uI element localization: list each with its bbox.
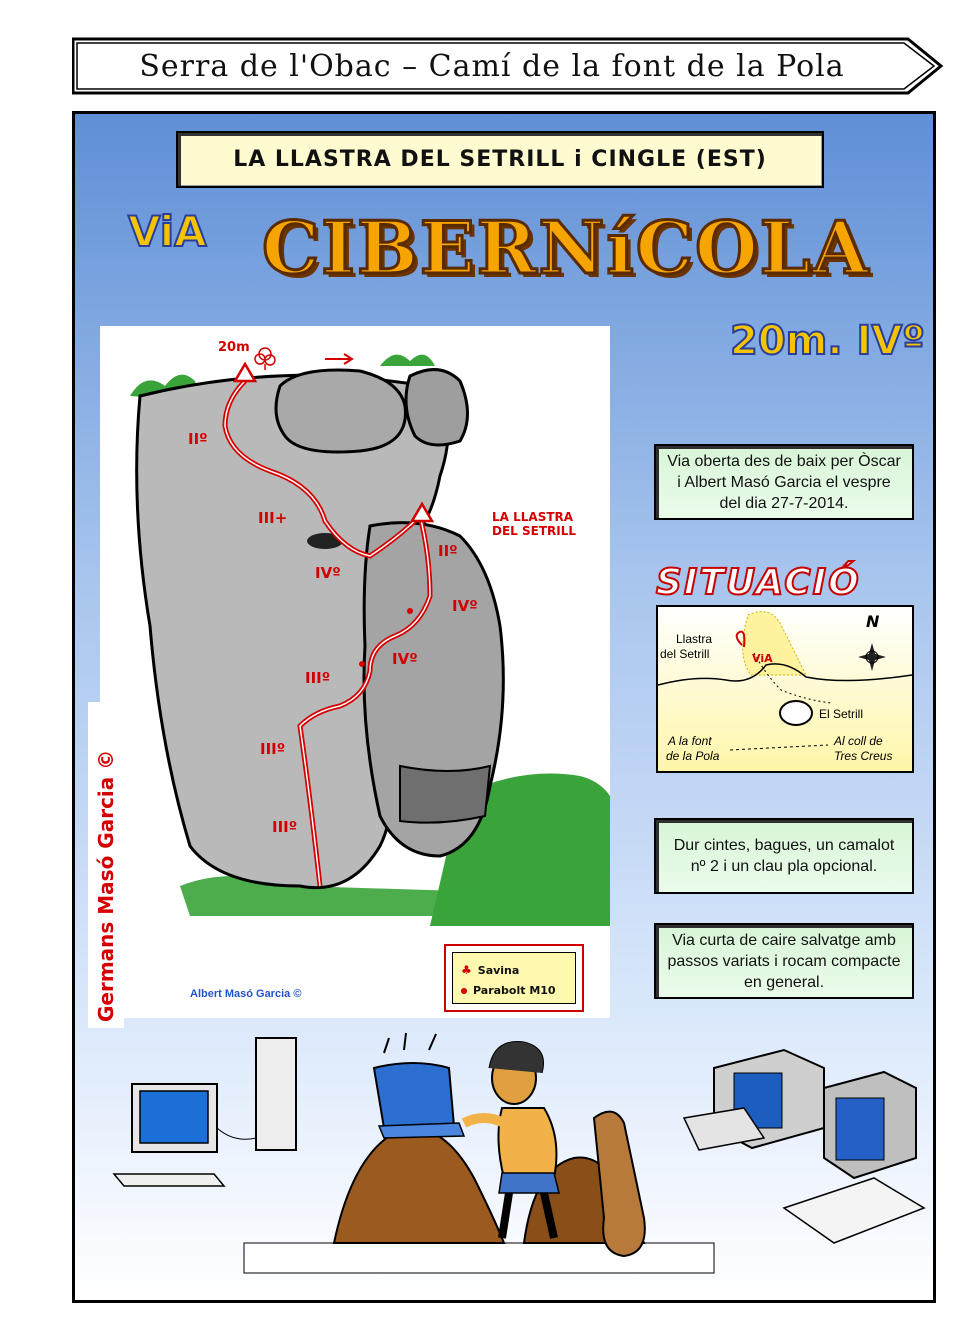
gear-info-box: Dur cintes, bagues, un camalot nº 2 i un clau pla opcional. xyxy=(654,818,914,894)
situacio-title: SITUACIÓ xyxy=(656,562,861,603)
rock-shadow xyxy=(400,766,490,823)
location-map xyxy=(656,605,914,773)
topo-legend xyxy=(444,944,584,1012)
route-prefix: ViA xyxy=(128,207,207,256)
desktop-computer-icon xyxy=(114,1038,296,1186)
map-right-dest-1: Al coll de xyxy=(834,734,883,748)
dirt-mound-left xyxy=(334,1128,504,1243)
direction-arrow-icon xyxy=(325,354,352,364)
laptop-icon xyxy=(374,1033,464,1138)
pitch-grade: IIIº xyxy=(260,740,286,758)
map-right-dest-2: Tres Creus xyxy=(834,749,893,763)
sector-subtitle: LA LLASTRA DEL SETRILL i CINGLE (EST) xyxy=(176,131,824,188)
pitch-grade: IVº xyxy=(452,597,478,615)
desktop-computers-icon xyxy=(684,1050,924,1243)
route-name: CIBERNíCOLA xyxy=(262,205,871,290)
legend-inner xyxy=(452,952,576,1004)
map-left-dest-1: A la font xyxy=(668,734,712,748)
ground xyxy=(244,1243,714,1273)
map-setrill-label: El Setrill xyxy=(819,707,864,721)
pitch-grade: IVº xyxy=(315,564,341,582)
savina-tree-icon xyxy=(255,348,275,370)
map-llastra-label-1: Llastra xyxy=(676,632,713,646)
route-topo xyxy=(100,326,610,1018)
description-info-box: Via curta de caire salvatge amb passos variats i rocam compacte en general. xyxy=(654,923,914,999)
pitch-grade: IIIº xyxy=(305,669,331,687)
legend-savina xyxy=(461,963,519,977)
bolt-icon xyxy=(461,988,467,994)
caveman-computer-illustration xyxy=(84,1028,936,1300)
rock-top-block xyxy=(276,370,405,452)
pitch-grade: III+ xyxy=(258,509,288,527)
grass-top-right xyxy=(380,355,435,366)
pitch-grade: IIIº xyxy=(272,818,298,836)
legend-parabolt-label: Parabolt M10 xyxy=(473,984,556,997)
pitch-grade: IIº xyxy=(438,542,458,560)
mid-anchor-label-1: LA LLASTRA xyxy=(492,510,574,524)
grass-base xyxy=(180,876,570,916)
rock-top-right xyxy=(406,370,468,445)
bolt-icon xyxy=(359,661,365,667)
legend-parabolt xyxy=(461,984,556,997)
map-left-dest-2: de la Pola xyxy=(666,749,720,763)
topo-credit: Albert Masó Garcia © xyxy=(190,988,302,1000)
map-llastra-label-2: del Setrill xyxy=(660,647,710,661)
map-setrill-rock xyxy=(780,701,812,725)
bolt-icon xyxy=(407,608,413,614)
opening-info-box: Via oberta des de baix per Òscar i Albert Masó Garcia el vespre del dia 27-7-2014. xyxy=(654,444,914,520)
top-anchor-icon xyxy=(235,364,255,381)
header-title: Serra de l'Obac – Camí de la font de la Pola xyxy=(139,48,845,84)
pitch-grade: IVº xyxy=(392,650,418,668)
route-grade: 20m. IVº xyxy=(730,318,925,364)
mid-anchor-label-2: DEL SETRILL xyxy=(492,524,577,538)
author-credit-vertical xyxy=(86,700,126,1030)
savina-tree-icon: ♣ xyxy=(461,963,472,977)
author-credit-text: Germans Masó Garcia © xyxy=(94,749,118,1022)
top-anchor-label: 20m xyxy=(218,340,250,355)
legend-savina-label: Savina xyxy=(477,963,520,977)
pitch-grade: IIº xyxy=(188,430,208,448)
map-north-label: N xyxy=(866,612,880,631)
map-via-label: ViA xyxy=(752,652,773,665)
